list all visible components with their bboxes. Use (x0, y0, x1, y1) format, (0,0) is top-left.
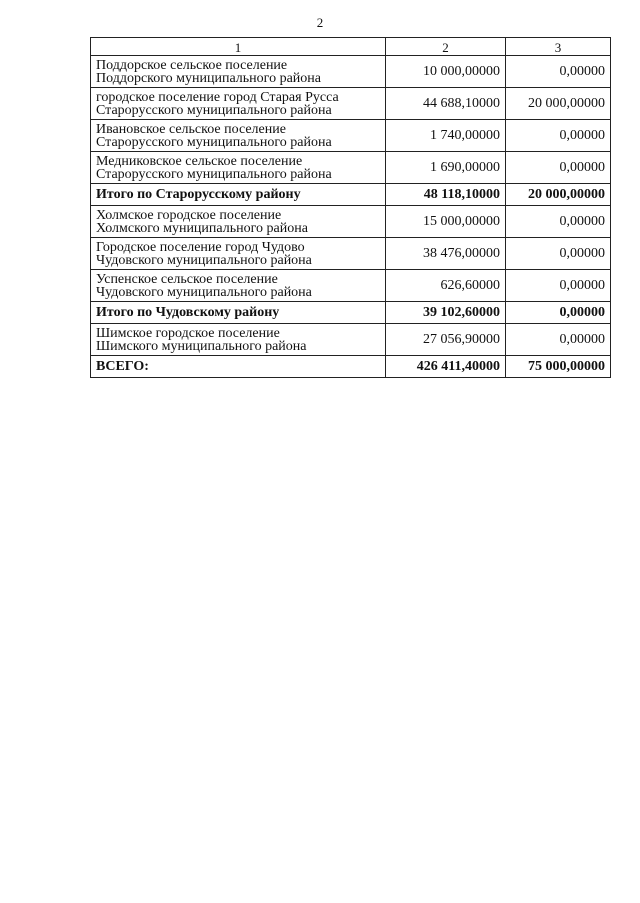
amount-cell: 0,00000 (506, 238, 611, 270)
table-row (91, 88, 611, 120)
column-header: 1 (91, 38, 386, 56)
column-header: 2 (386, 38, 506, 56)
column-header: 3 (506, 38, 611, 56)
district-name-line: Холмского муниципального района (96, 220, 308, 236)
settlement-name-line: Успенское сельское поселение (96, 271, 278, 287)
district-name-line: Чудовского муниципального района (96, 284, 312, 300)
grand-total-row (91, 356, 611, 378)
settlement-name (91, 238, 386, 270)
settlement-name (91, 88, 386, 120)
subtotal-row (91, 302, 611, 324)
district-name-line: Шимского муниципального района (96, 338, 307, 354)
table-row (91, 120, 611, 152)
page-number: 2 (316, 15, 324, 30)
amount-cell: 10 000,00000 (386, 56, 506, 88)
district-name-line: Поддорского муниципального района (96, 70, 321, 86)
amount-cell: 1 690,00000 (386, 152, 506, 184)
budget-table (90, 37, 611, 378)
amount-cell: 0,00000 (506, 152, 611, 184)
settlement-name-line: Холмское городское поселение (96, 207, 282, 223)
table-row (91, 324, 611, 356)
district-name-line: Старорусского муниципального района (96, 134, 332, 150)
settlement-name (91, 56, 386, 88)
amount-cell: 0,00000 (506, 270, 611, 302)
subtotal-amount: 20 000,00000 (506, 184, 611, 206)
grand-total-amount: 75 000,00000 (506, 356, 611, 378)
subtotal-label: Итого по Чудовскому району (91, 302, 386, 324)
settlement-name (91, 152, 386, 184)
settlement-name (91, 270, 386, 302)
table-row (91, 238, 611, 270)
amount-cell: 0,00000 (506, 120, 611, 152)
amount-cell: 0,00000 (506, 56, 611, 88)
subtotal-amount: 39 102,60000 (386, 302, 506, 324)
table-row (91, 270, 611, 302)
settlement-name-line: Шимское городское поселение (96, 325, 280, 341)
district-name-line: Старорусского муниципального района (96, 166, 332, 182)
amount-cell: 1 740,00000 (386, 120, 506, 152)
subtotal-amount: 48 118,10000 (386, 184, 506, 206)
amount-cell: 0,00000 (506, 324, 611, 356)
grand-total-amount: 426 411,40000 (386, 356, 506, 378)
settlement-name (91, 206, 386, 238)
table-row (91, 56, 611, 88)
settlement-name-line: Медниковское сельское поселение (96, 153, 303, 169)
amount-cell: 0,00000 (506, 206, 611, 238)
district-name-line: Старорусского муниципального района (96, 102, 332, 118)
amount-cell: 626,60000 (386, 270, 506, 302)
settlement-name-line: Городское поселение город Чудово (96, 239, 305, 255)
amount-cell: 15 000,00000 (386, 206, 506, 238)
settlement-name (91, 324, 386, 356)
amount-cell: 38 476,00000 (386, 238, 506, 270)
subtotal-label: Итого по Старорусскому району (91, 184, 386, 206)
settlement-name (91, 120, 386, 152)
table-header-row (91, 38, 611, 56)
district-name-line: Чудовского муниципального района (96, 252, 312, 268)
amount-cell: 27 056,90000 (386, 324, 506, 356)
amount-cell: 44 688,10000 (386, 88, 506, 120)
table-row (91, 206, 611, 238)
table-row (91, 152, 611, 184)
subtotal-amount: 0,00000 (506, 302, 611, 324)
grand-total-label: ВСЕГО: (91, 356, 386, 378)
settlement-name-line: Поддорское сельское поселение (96, 57, 288, 73)
settlement-name-line: городское поселение город Старая Русса (96, 89, 339, 105)
amount-cell: 20 000,00000 (506, 88, 611, 120)
settlement-name-line: Ивановское сельское поселение (96, 121, 286, 137)
subtotal-row (91, 184, 611, 206)
